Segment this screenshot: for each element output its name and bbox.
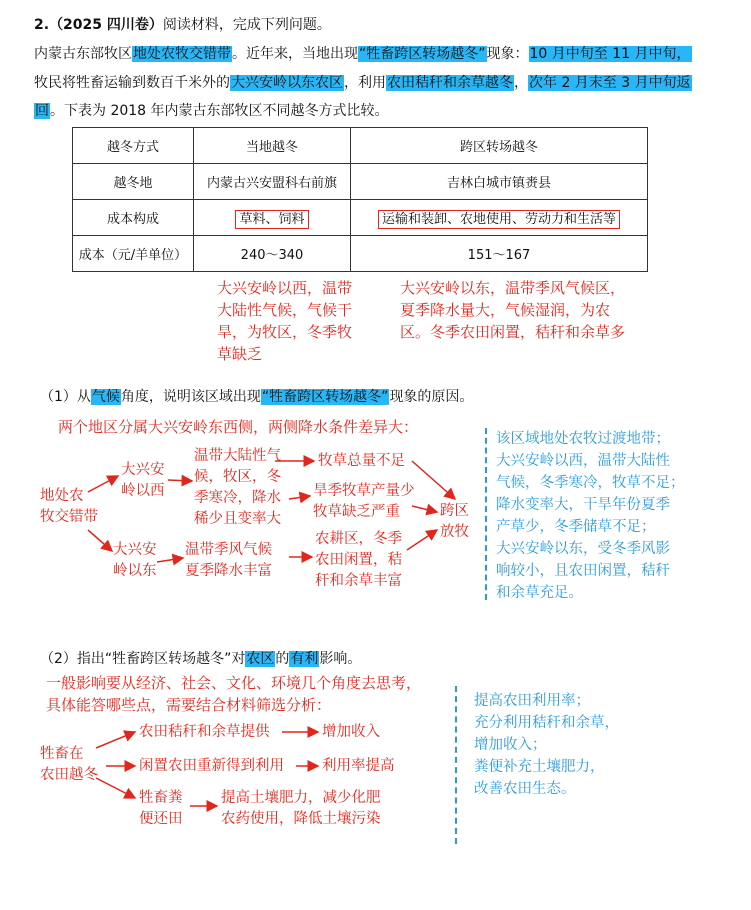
answer-line: 响较小，且农田闲置，秸秆 bbox=[496, 563, 670, 579]
arrow bbox=[407, 530, 437, 550]
boxed-cost-transfer: 运输和装卸、农地使用、劳动力和生活等 bbox=[378, 210, 620, 229]
q2-highlight: 有利 bbox=[290, 651, 319, 667]
q2-highlight: 农区 bbox=[246, 651, 275, 667]
node-line: 牲畜在 bbox=[40, 746, 84, 762]
node-line: 岭以西 bbox=[121, 483, 165, 499]
node-line: 岭以东 bbox=[113, 563, 157, 579]
answer-line: 大兴安岭以东，受冬季风影 bbox=[496, 541, 670, 557]
node-line: 大兴安 bbox=[113, 542, 157, 558]
node-line: 农药使用，降低土壤污染 bbox=[221, 811, 381, 827]
node-line: 牧交错带 bbox=[40, 509, 98, 525]
table-cell: 内蒙古兴安盟科右前旗 bbox=[194, 164, 351, 200]
material-text: ，利用 bbox=[344, 75, 386, 91]
material-highlight: 回 bbox=[35, 103, 49, 119]
node-line: 农田闲置，秸 bbox=[315, 552, 402, 568]
answer-line: 粪便补充土壤肥力， bbox=[474, 759, 605, 775]
material-text: 现象： bbox=[486, 46, 529, 62]
q1-note: 两个地区分属大兴安岭东西侧，两侧降水条件差异大： bbox=[58, 418, 419, 436]
node-line: 农耕区，冬季 bbox=[315, 531, 402, 547]
table-cell: 吉林白城市镇赉县 bbox=[351, 164, 648, 200]
annotation-line: 大兴安岭以东，温带季风气候区， bbox=[400, 279, 626, 297]
material-highlight: 农田秸秆和余草越冬 bbox=[387, 75, 513, 91]
material-highlight: 地处农牧交错带 bbox=[133, 46, 231, 62]
node-line: 地处农 bbox=[40, 488, 84, 504]
annotation-line: 草缺乏 bbox=[217, 345, 263, 363]
question-source: （2025 四川卷） bbox=[49, 17, 163, 33]
note-line: 一般影响要从经济、社会、文化、环境几个角度去思考， bbox=[46, 674, 422, 692]
table-cell: 越冬地 bbox=[73, 164, 194, 200]
answer-line: 和余草充足。 bbox=[496, 585, 583, 601]
table-cell: 成本构成 bbox=[73, 200, 194, 236]
answer-line: 大兴安岭以西，温带大陆性 bbox=[496, 453, 670, 469]
table-cell: 151～167 bbox=[351, 236, 648, 272]
material-text: 。下表为 2018 年内蒙古东部牧区不同越冬方式比较。 bbox=[50, 103, 389, 119]
annotation-line: 夏季降水量大，气候湿润，为农 bbox=[400, 301, 611, 319]
answer-line: 增加收入； bbox=[474, 737, 547, 753]
node-line: 提高土壤肥力，减少化肥 bbox=[221, 790, 381, 806]
arrow bbox=[412, 461, 455, 499]
table-header-cell: 跨区转场越冬 bbox=[351, 128, 648, 164]
boxed-cost-local: 草料、饲料 bbox=[235, 210, 308, 229]
node-line: 秆和余草丰富 bbox=[315, 573, 402, 589]
annotation-line: 区。冬季农田闲置，秸秆和余草多 bbox=[400, 323, 626, 341]
table-cell: 成本（元/羊单位） bbox=[73, 236, 194, 272]
material-highlight: 10 月中旬至 11 月中旬， bbox=[529, 46, 691, 62]
answer-line: 提高农田利用率； bbox=[474, 693, 590, 709]
node-line: 温带季风气候 bbox=[185, 542, 272, 558]
q1-highlight: 气候 bbox=[91, 389, 120, 405]
node-line: 跨区 bbox=[440, 503, 469, 519]
arrow bbox=[88, 476, 118, 492]
material-text: 内蒙古东部牧区 bbox=[34, 46, 132, 62]
question-prompt: 阅读材料，完成下列问题。 bbox=[162, 17, 331, 33]
table-header-cell: 当地越冬 bbox=[194, 128, 351, 164]
q1-text: 角度，说明该区域出现 bbox=[120, 389, 261, 405]
node-line: 大兴安 bbox=[121, 462, 165, 478]
answer-line: 改善农田生态。 bbox=[474, 781, 576, 797]
q2-text: （2）指出“牲畜跨区转场越冬”对 bbox=[40, 651, 246, 667]
material-text: 。近年来，当地出现 bbox=[232, 46, 358, 62]
q2-text: 的 bbox=[275, 651, 290, 667]
answer-line: 产草少，冬季储草不足； bbox=[496, 519, 656, 535]
node-line: 夏季降水丰富 bbox=[185, 563, 272, 579]
arrow bbox=[289, 496, 310, 499]
arrow bbox=[96, 778, 135, 798]
node-line: 季寒冷，降水 bbox=[194, 490, 281, 506]
node-line: 候，牧区，冬 bbox=[194, 469, 281, 485]
answer-line: 降水变率大，干旱年份夏季 bbox=[496, 497, 670, 513]
answer-line: 该区域地处农牧过渡地带； bbox=[496, 431, 670, 447]
answer-line: 气候，冬季寒冷，牧草不足； bbox=[496, 475, 685, 491]
material-text: 牧民将牲畜运输到数百千米外的 bbox=[34, 75, 230, 91]
q1-text: （1）从 bbox=[40, 389, 91, 405]
node-line: 牲畜粪 bbox=[139, 790, 183, 806]
q2-branch-2: 闲置农田重新得到利用 bbox=[139, 758, 284, 774]
annotation-line: 大陆性气候，气候干 bbox=[217, 301, 353, 319]
material-highlight: 次年 2 月末至 3 月中旬返 bbox=[529, 75, 691, 91]
q2-branch-1: 农田秸秆和余草提供 bbox=[139, 724, 270, 740]
table-header-cell: 越冬方式 bbox=[73, 128, 194, 164]
material-highlight: “牲畜跨区转场越冬” bbox=[359, 46, 486, 62]
node-line: 温带大陆性气 bbox=[194, 448, 281, 464]
annotation-line: 大兴安岭以西，温带 bbox=[217, 279, 353, 297]
arrow bbox=[88, 530, 112, 551]
node-line: 旱季牧草产量少 bbox=[313, 483, 415, 499]
table-cell: 240～340 bbox=[194, 236, 351, 272]
q1-highlight: “牲畜跨区转场越冬” bbox=[261, 389, 389, 405]
material-highlight: 大兴安岭以东农区 bbox=[231, 75, 343, 91]
node-line: 农田越冬 bbox=[40, 767, 98, 783]
node-line: 稀少且变率大 bbox=[194, 511, 281, 527]
arrow bbox=[412, 506, 437, 512]
arrow bbox=[157, 558, 183, 562]
material-text: ， bbox=[514, 75, 528, 91]
annotation-line: 旱，为牧区，冬季牧 bbox=[217, 323, 353, 341]
arrow bbox=[96, 732, 135, 748]
q1-text: 现象的原因。 bbox=[389, 389, 474, 405]
q2-branch-2-result: 利用率提高 bbox=[322, 758, 395, 774]
node-line: 牧草缺乏严重 bbox=[313, 504, 400, 520]
node-line: 便还田 bbox=[139, 811, 183, 827]
q1-west-result-1: 牧草总量不足 bbox=[318, 453, 405, 469]
arrow bbox=[168, 480, 192, 481]
q2-branch-1-result: 增加收入 bbox=[322, 724, 380, 740]
q2-text: 影响。 bbox=[319, 651, 362, 667]
node-line: 放牧 bbox=[440, 524, 469, 540]
question-number: 2. bbox=[34, 17, 50, 33]
note-line: 具体能答哪些点，需要结合材料筛选分析： bbox=[46, 696, 332, 714]
answer-line: 充分利用秸秆和余草， bbox=[474, 715, 619, 731]
